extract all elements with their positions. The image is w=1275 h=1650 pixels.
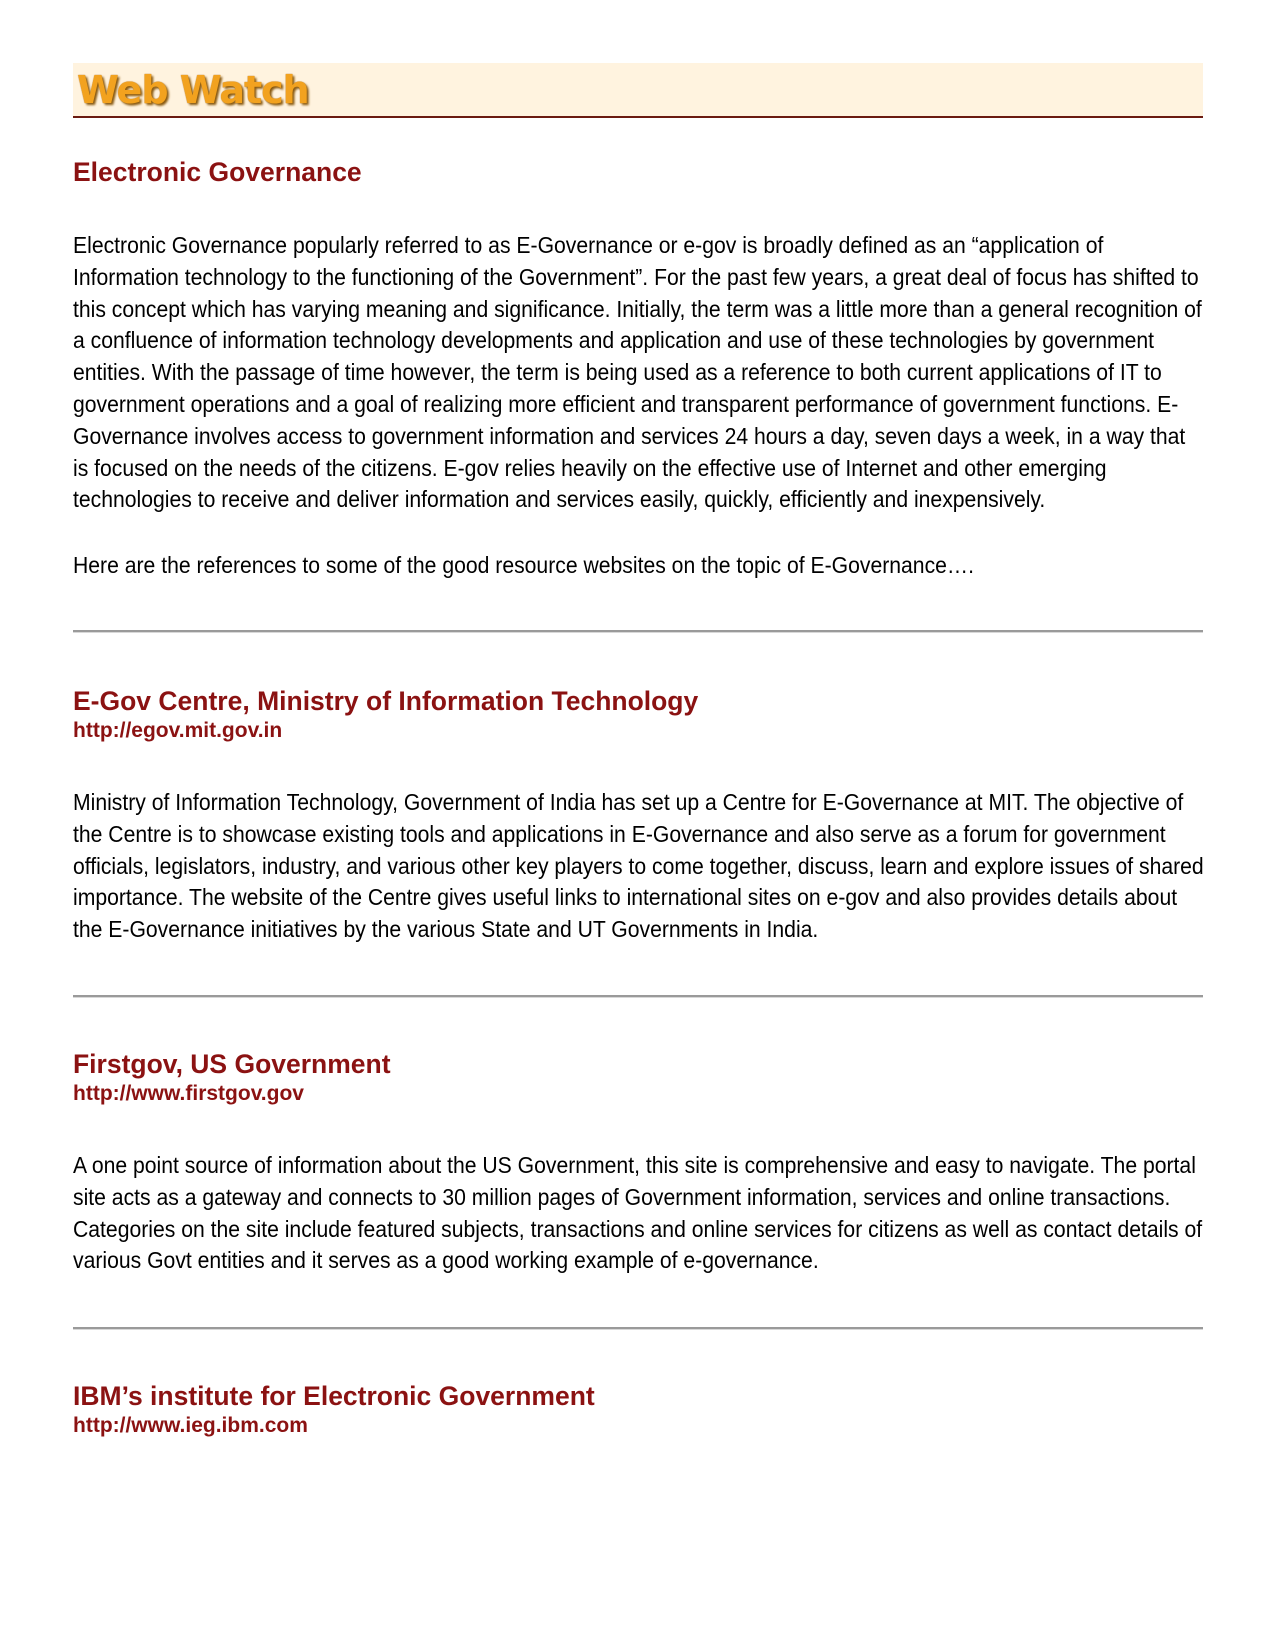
intro-section: [73, 156, 1203, 582]
resource-ibm-ieg: [73, 1380, 1203, 1440]
web-watch-banner: [73, 63, 1203, 118]
resource-description: A one point source of information about the US Government, this site is comprehensive and easy to navigate. The portal site acts as a gateway and connects to 30 million pages of Government information, services and online transactions. Categories on the site include featured subjects, transactions and online services for citizens as well as contact details of various Govt entities and it serves as a good working example of e-governance.: [73, 1151, 1203, 1274]
resource-egov-centre: [73, 685, 1203, 946]
banner-title: Web Watch: [77, 67, 309, 112]
resource-url-link[interactable]: http://egov.mit.gov.in: [73, 718, 283, 742]
section-divider: [73, 995, 1203, 998]
resource-url-link[interactable]: http://www.firstgov.gov: [73, 1081, 304, 1105]
section-divider: [73, 630, 1203, 633]
intro-paragraph: Electronic Governance popularly referred to as E-Governance or e-gov is broadly defined as an “application of Information technology to the functioning of the Government”. For the past few years, a great deal of focus has shifted to this concept which has varying meaning and significance. Initially, the term was a little more than a general recognition of a confluence of information technology developments and application and use of these technologies by government entities. With the passage of time however, the term is being used as a reference to both current applications of IT to government operations and a goal of realizing more efficient and transparent performance of government functions. E-Governance involves access to government information and services 24 hours a day, seven days a week, in a way that is focused on the needs of the citizens. E-gov relies heavily on the effective use of Internet and other emerging technologies to receive and deliver information and services easily, quickly, efficiently and inexpensively.: [73, 232, 1202, 513]
section-divider: [73, 1327, 1203, 1330]
intro-lead-in: Here are the references to some of the good resource websites on the topic of E-Governance….: [73, 552, 974, 579]
intro-heading: Electronic Governance: [73, 157, 362, 187]
page: [73, 63, 1203, 1440]
resource-title: Firstgov, US Government: [73, 1048, 391, 1079]
resource-url-link[interactable]: http://www.ieg.ibm.com: [73, 1414, 308, 1438]
resource-description: Ministry of Information Technology, Government of India has set up a Centre for E-Governance at MIT. The objective of the Centre is to showcase existing tools and applications in E-Governance and also serve as a forum for government officials, legislators, industry, and various other key players to come together, discuss, learn and explore issues of shared importance. The website of the Centre gives useful links to international sites on e-gov and also provides details about the E-Governance initiatives by the various State and UT Governments in India.: [73, 788, 1204, 943]
resource-firstgov: [73, 1048, 1203, 1277]
resource-title: IBM’s institute for Electronic Government: [73, 1381, 595, 1412]
resource-title: E-Gov Centre, Ministry of Information Technology: [73, 685, 699, 716]
